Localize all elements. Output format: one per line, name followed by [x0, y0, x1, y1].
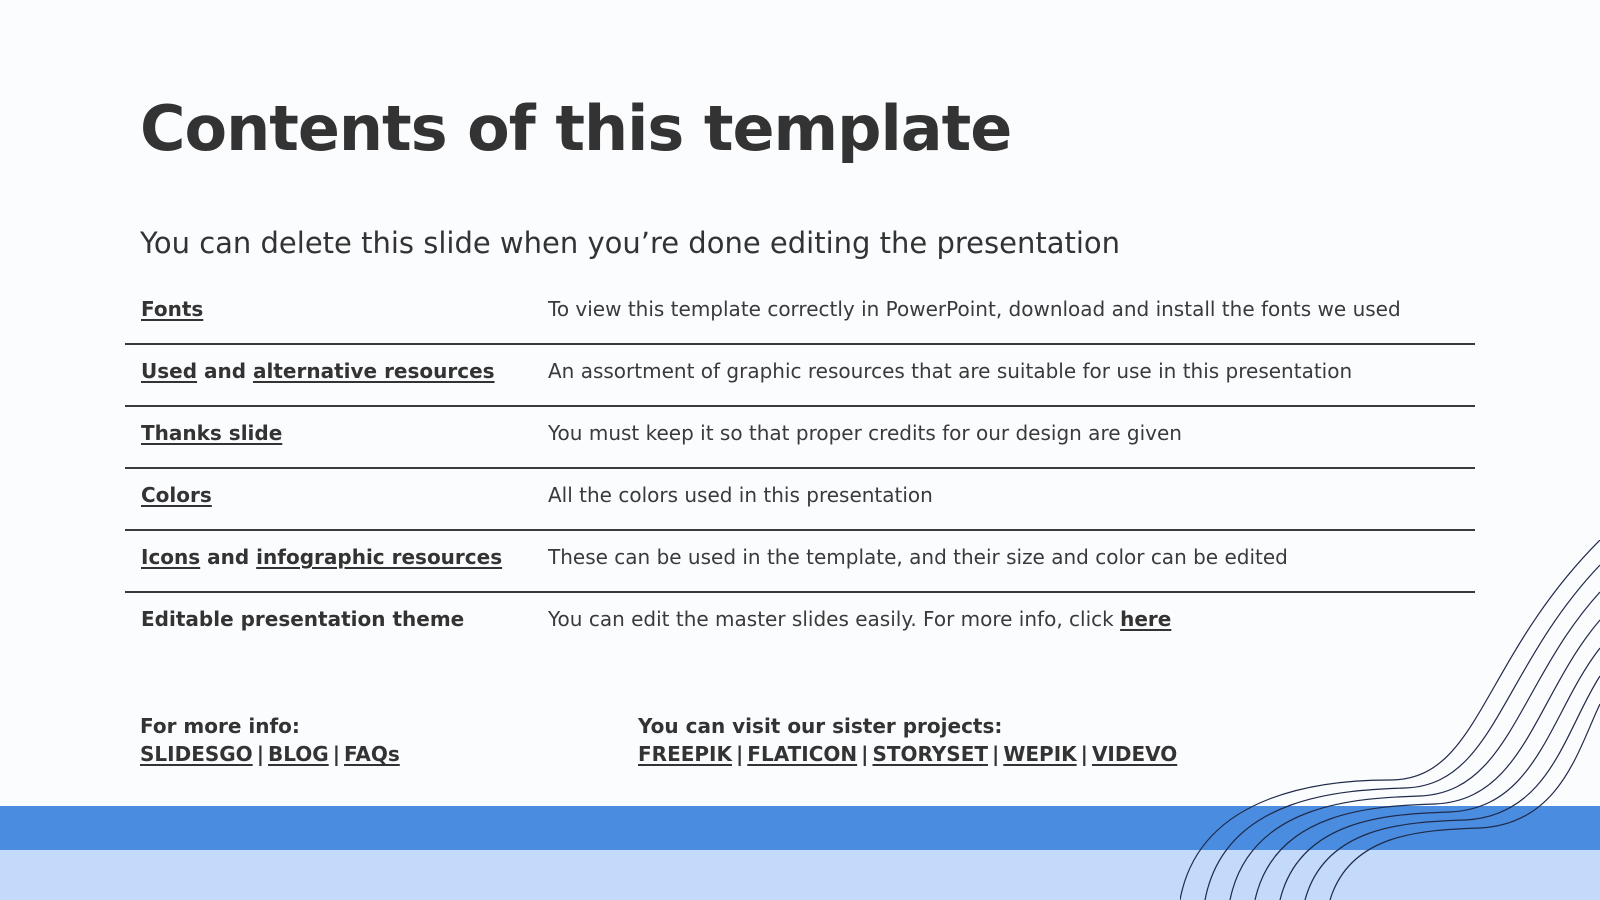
freepik-link[interactable]: FREEPIK — [638, 742, 732, 766]
row-label — [141, 545, 502, 569]
separator: | — [332, 742, 341, 766]
row-label — [141, 421, 282, 445]
table-row-resources — [125, 345, 1475, 407]
row-description: To view this template correctly in PowerPoint, download and install the fonts we used — [548, 297, 1401, 321]
separator: | — [861, 742, 869, 766]
fonts-link[interactable]: Fonts — [141, 297, 204, 321]
slidesgo-link[interactable]: SLIDESGO — [140, 742, 253, 766]
row-label-joiner: and — [197, 359, 254, 383]
row-description-text: You can edit the master slides easily. For more info, click — [548, 607, 1121, 631]
storyset-link[interactable]: STORYSET — [872, 742, 988, 766]
row-label — [141, 359, 495, 383]
flaticon-link[interactable]: FLATICON — [747, 742, 858, 766]
table-row-fonts — [125, 283, 1475, 345]
videvo-link[interactable]: VIDEVO — [1091, 742, 1178, 766]
infographic-resources-link[interactable]: infographic resources — [256, 545, 503, 569]
row-description — [548, 607, 1171, 631]
separator: | — [992, 742, 1000, 766]
table-row-thanks — [125, 407, 1475, 469]
row-description: An assortment of graphic resources that are suitable for use in this presentation — [548, 359, 1353, 383]
separator: | — [735, 742, 744, 766]
more-info-block — [140, 714, 400, 766]
used-resources-link[interactable]: Used — [141, 359, 198, 383]
icons-link[interactable]: Icons — [141, 545, 201, 569]
page-subtitle: You can delete this slide when you’re done editing the presentation — [140, 226, 1121, 260]
row-description: All the colors used in this presentation — [548, 483, 933, 507]
row-description: These can be used in the template, and their size and color can be edited — [548, 545, 1288, 569]
row-label-joiner: and — [200, 545, 257, 569]
row-description: You must keep it so that proper credits for our design are given — [548, 421, 1182, 445]
sister-projects-block — [638, 714, 1177, 766]
wepik-link[interactable]: WEPIK — [1003, 742, 1077, 766]
separator: | — [256, 742, 264, 766]
blog-link[interactable]: BLOG — [268, 742, 329, 766]
here-link[interactable]: here — [1120, 607, 1172, 631]
more-info-heading: For more info: — [140, 714, 300, 738]
page-title: Contents of this template — [140, 92, 1012, 165]
sister-projects-heading: You can visit our sister projects: — [638, 714, 1003, 738]
row-label: Editable presentation theme — [141, 607, 465, 631]
sister-projects-links — [638, 742, 1177, 766]
row-label — [141, 483, 212, 507]
more-info-links — [140, 742, 400, 766]
row-label — [141, 297, 203, 321]
table-row-colors — [125, 469, 1475, 531]
thanks-slide-link[interactable]: Thanks slide — [141, 421, 283, 445]
faqs-link[interactable]: FAQs — [344, 742, 400, 766]
alternative-resources-link[interactable]: alternative resources — [253, 359, 495, 383]
separator: | — [1080, 742, 1088, 766]
colors-link[interactable]: Colors — [141, 483, 212, 507]
decorative-wave-lines — [1180, 540, 1600, 900]
